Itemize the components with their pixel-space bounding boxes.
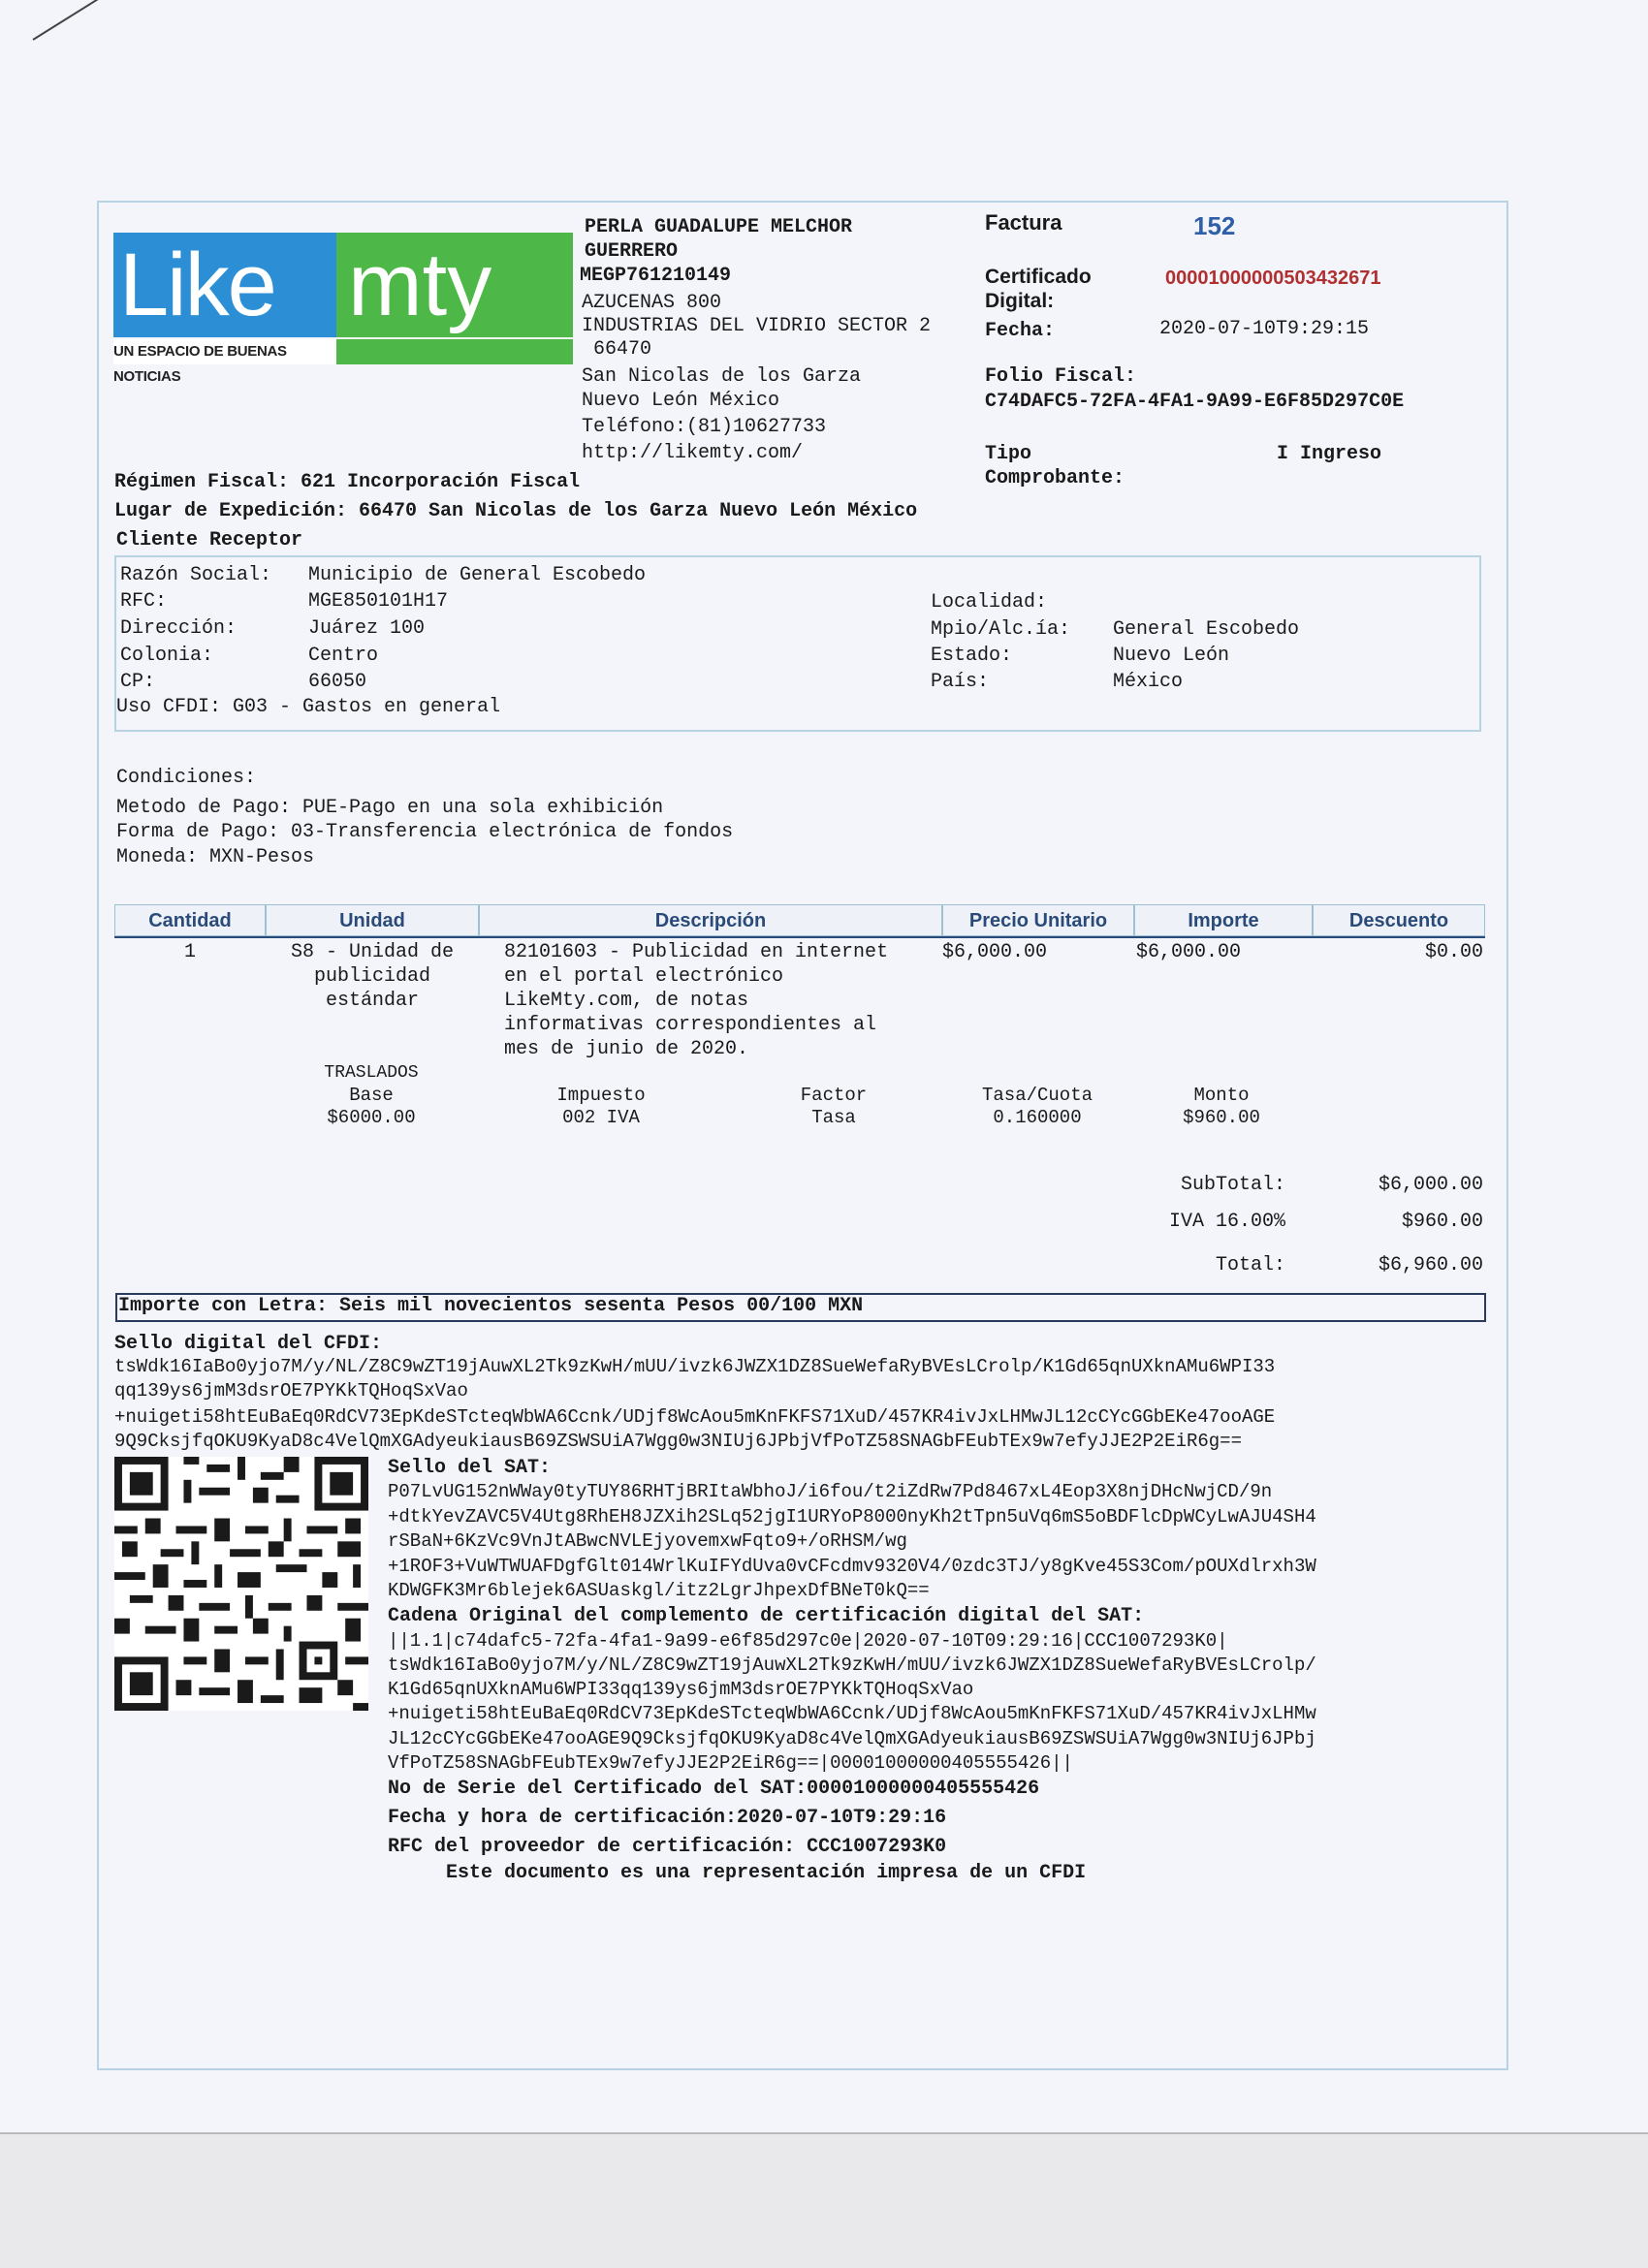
row-descuento: $0.00 — [1424, 941, 1483, 963]
localidad-label: Localidad: — [931, 591, 1048, 614]
condiciones-title: Condiciones: — [116, 767, 257, 789]
sello-sat-line: +dtkYevZAVC5V4Utg8RhEH8JZXih2SLq52jgI1URYoP8000nyKh2tTpn5uVq6mS5oBDFlcDpWCyLwAJU4SH4 — [388, 1506, 1316, 1528]
factura-label: Factura — [985, 210, 1062, 235]
forma-pago: Forma de Pago: 03-Transferencia electrónica de fondos — [116, 821, 734, 843]
row-unidad-3: estándar — [325, 990, 419, 1012]
traslados-title: TRASLADOS — [324, 1063, 419, 1083]
tasa-label: Tasa/Cuota — [981, 1085, 1093, 1106]
issuer-city: San Nicolas de los Garza — [582, 365, 862, 388]
issuer-rfc: MEGP761210149 — [580, 265, 732, 287]
tasa-value: 0.160000 — [993, 1107, 1082, 1128]
folio-value: C74DAFC5-72FA-4FA1-9A99-E6F85D297C0E — [985, 391, 1405, 413]
folio-label: Folio Fiscal: — [985, 365, 1137, 388]
th-descripcion: Descripción — [479, 904, 942, 936]
total-label: Total: — [1215, 1254, 1285, 1276]
lugar-expedicion: Lugar de Expedición: 66470 San Nicolas de los Garza Nuevo León México — [114, 500, 918, 522]
cadena-line: +nuigeti58htEuBaEq0RdCV73EpKdeSTcteqWbWA6Ccnk/UDjf8WcAou5mKnFKFS71XuD/457KR4ivJxLHMw — [388, 1703, 1316, 1724]
uso-cfdi: Uso CFDI: G03 - Gastos en general — [116, 696, 501, 718]
estado-label: Estado: — [931, 645, 1013, 667]
cadena-line: tsWdk16IaBo0yjo7M/y/NL/Z8C9wZT19jAuwXL2Tk9zKwH/mUU/ivzk6JWZX1DZ8SueWefaRyBVEsLCrolp/ — [388, 1654, 1316, 1676]
monto-label: Monto — [1193, 1085, 1250, 1106]
base-value: $6000.00 — [327, 1107, 416, 1128]
issuer-name-1: PERLA GUADALUPE MELCHOR — [585, 216, 853, 238]
fecha-certificacion: Fecha y hora de certificación:2020-07-10T9:29:16 — [388, 1807, 947, 1829]
monto-value: $960.00 — [1183, 1107, 1260, 1128]
th-importe: Importe — [1134, 904, 1313, 936]
estado-value: Nuevo León — [1113, 645, 1230, 667]
colonia-label: Colonia: — [120, 645, 214, 667]
table-header-rule — [114, 936, 1485, 938]
total-value: $6,960.00 — [1378, 1254, 1483, 1276]
logo-mty: mty — [336, 233, 573, 337]
likemty-logo — [113, 233, 573, 385]
factura-number: 152 — [1193, 211, 1236, 240]
logo-like: Like — [113, 233, 336, 337]
leyenda-cfdi: Este documento es una representación impresa de un CFDI — [446, 1862, 1087, 1884]
cert-label-1: Certificado — [985, 266, 1092, 288]
pen-mark — [32, 0, 109, 41]
row-desc-4: informativas correspondientes al — [504, 1014, 877, 1036]
direccion-label: Dirección: — [120, 617, 238, 640]
sello-cfdi-line: 9Q9CksjfqOKU9KyaD8c4VelQmXGAdyeukiausB69ZSWSUiA7Wgg0w3NIUj6JPbjVfPoTZ58SNAGbFEubTEx9w7efyJJE2P2EiR6g== — [114, 1431, 1242, 1452]
sello-sat-title: Sello del SAT: — [388, 1457, 552, 1479]
colonia-value: Centro — [308, 645, 379, 667]
th-descuento: Descuento — [1313, 904, 1485, 936]
impuesto-value: 002 IVA — [562, 1107, 640, 1128]
iva-label: IVA 16.00% — [1168, 1211, 1285, 1233]
rfc-label: RFC: — [120, 590, 168, 613]
tipo-value: I Ingreso — [1277, 443, 1382, 465]
importe-letra: Importe con Letra: Seis mil novecientos sesenta Pesos 00/100 MXN — [118, 1295, 864, 1317]
scan-bottom-edge — [0, 2132, 1648, 2268]
row-desc-5: mes de junio de 2020. — [504, 1038, 749, 1060]
fecha-label: Fecha: — [985, 320, 1056, 342]
pais-label: País: — [931, 671, 990, 693]
moneda: Moneda: MXN-Pesos — [116, 846, 315, 868]
subtotal-value: $6,000.00 — [1378, 1174, 1483, 1196]
sello-cfdi-title: Sello digital del CFDI: — [114, 1333, 383, 1355]
row-desc-2: en el portal electrónico — [504, 965, 784, 988]
issuer-address-1: AZUCENAS 800 — [582, 292, 722, 314]
cliente-header: Cliente Receptor — [116, 529, 303, 551]
pais-value: México — [1113, 671, 1184, 693]
cert-label-2: Digital: — [985, 290, 1055, 312]
direccion-value: Juárez 100 — [308, 617, 426, 640]
razon-value: Municipio de General Escobedo — [308, 564, 647, 586]
cadena-line: JL12cCYcGGbEKe47ooAGE9Q9CksjfqOKU9KyaD8c4VelQmXGAdyeukiausB69ZSWSUiA7Wgg0w3NIUj6JPbj — [388, 1728, 1316, 1749]
sello-sat-line: P07LvUG152nWWay0tyTUY86RHTjBRItaWbhoJ/i6fou/t2iZdRw7Pd8467xL4Eop3X8njDHcNwjCD/9n — [388, 1481, 1273, 1502]
iva-value: $960.00 — [1401, 1211, 1483, 1233]
th-precio-unitario: Precio Unitario — [942, 904, 1134, 936]
issuer-name-2: GUERRERO — [585, 240, 679, 263]
qr-code — [114, 1456, 368, 1712]
cadena-line: K1Gd65qnUXknAMu6WPI33qq139ys6jmM3dsrOE7PYKkTQHoqSxVao — [388, 1679, 974, 1700]
issuer-phone: Teléfono:(81)10627733 — [582, 416, 827, 438]
logo-tagline-bar — [336, 339, 573, 364]
cadena-line: VfPoTZ58SNAGbFEubTEx9w7efyJJE2P2EiR6g==|00001000000405555426|| — [388, 1752, 1073, 1774]
th-cantidad: Cantidad — [114, 904, 266, 936]
row-precio: $6,000.00 — [942, 941, 1048, 963]
row-unidad-1: S8 - Unidad de — [290, 941, 455, 963]
mpio-value: General Escobedo — [1113, 618, 1300, 641]
sello-cfdi-line: tsWdk16IaBo0yjo7M/y/NL/Z8C9wZT19jAuwXL2Tk9zKwH/mUU/ivzk6JWZX1DZ8SueWefaRyBVEsLCrolp/K1Gd65qnUXknAMu6WPI33 — [114, 1356, 1276, 1377]
row-importe: $6,000.00 — [1136, 941, 1242, 963]
tipo-label-1: Tipo — [985, 443, 1032, 465]
sello-sat-line: KDWGFK3Mr6blejek6ASUaskgl/itz2LgrJhpexDfBNeT0kQ== — [388, 1580, 930, 1601]
row-unidad-2: publicidad — [313, 965, 431, 988]
factor-label: Factor — [800, 1085, 868, 1106]
serie-certificado: No de Serie del Certificado del SAT:00001000000405555426 — [388, 1778, 1040, 1800]
base-label: Base — [349, 1085, 394, 1106]
th-unidad: Unidad — [266, 904, 479, 936]
sello-cfdi-line: +nuigeti58htEuBaEq0RdCV73EpKdeSTcteqWbWA6Ccnk/UDjf8WcAou5mKnFKFS71XuD/457KR4ivJxLHMwJL12cCYcGGbEKe47ooAGE — [114, 1406, 1276, 1428]
issuer-address-2: INDUSTRIAS DEL VIDRIO SECTOR 2 — [582, 315, 932, 337]
subtotal-label: SubTotal: — [1180, 1174, 1285, 1196]
rfc-proveedor: RFC del proveedor de certificación: CCC1007293K0 — [388, 1836, 947, 1858]
row-cantidad: 1 — [183, 941, 196, 963]
sello-sat-line: rSBaN+6KzVc9VnJtABwcNVLEjyovemxwFqto9+/oRHSM/wg — [388, 1530, 907, 1552]
tipo-label-2: Comprobante: — [985, 467, 1125, 489]
sello-cfdi-line: qq139ys6jmM3dsrOE7PYKkTQHoqSxVao — [114, 1380, 468, 1402]
fecha-value: 2020-07-10T9:29:15 — [1159, 318, 1370, 340]
factor-value: Tasa — [811, 1107, 856, 1128]
row-desc-1: 82101603 - Publicidad en internet — [504, 941, 889, 963]
cadena-title: Cadena Original del complemento de certificación digital del SAT: — [388, 1605, 1145, 1627]
razon-label: Razón Social: — [120, 564, 272, 586]
issuer-url: http://likemty.com/ — [582, 442, 804, 464]
row-desc-3: LikeMty.com, de notas — [504, 990, 749, 1012]
issuer-state: Nuevo León México — [582, 390, 780, 412]
impuesto-label: Impuesto — [556, 1085, 646, 1106]
metodo-pago: Metodo de Pago: PUE-Pago en una sola exhibición — [116, 797, 664, 819]
cp-label: CP: — [120, 671, 156, 693]
issuer-address-3: 66470 — [593, 338, 652, 361]
sello-sat-line: +1ROF3+VuWTWUAFDgfGlt014WrlKuIFYdUva0vCFcdmv9320V4/0zdc3TJ/y8gKve45S3Com/pOUXdlrxh3W — [388, 1556, 1316, 1577]
cp-value: 66050 — [308, 671, 367, 693]
logo-tagline: UN ESPACIO DE BUENAS NOTICIAS — [113, 339, 336, 364]
rfc-value: MGE850101H17 — [308, 590, 449, 613]
regimen-fiscal: Régimen Fiscal: 621 Incorporación Fiscal — [114, 471, 581, 493]
cert-number: 00001000000503432671 — [1165, 268, 1381, 289]
mpio-label: Mpio/Alc.ía: — [931, 618, 1071, 641]
cadena-line: ||1.1|c74dafc5-72fa-4fa1-9a99-e6f85d297c0e|2020-07-10T09:29:16|CCC1007293K0| — [388, 1630, 1228, 1652]
